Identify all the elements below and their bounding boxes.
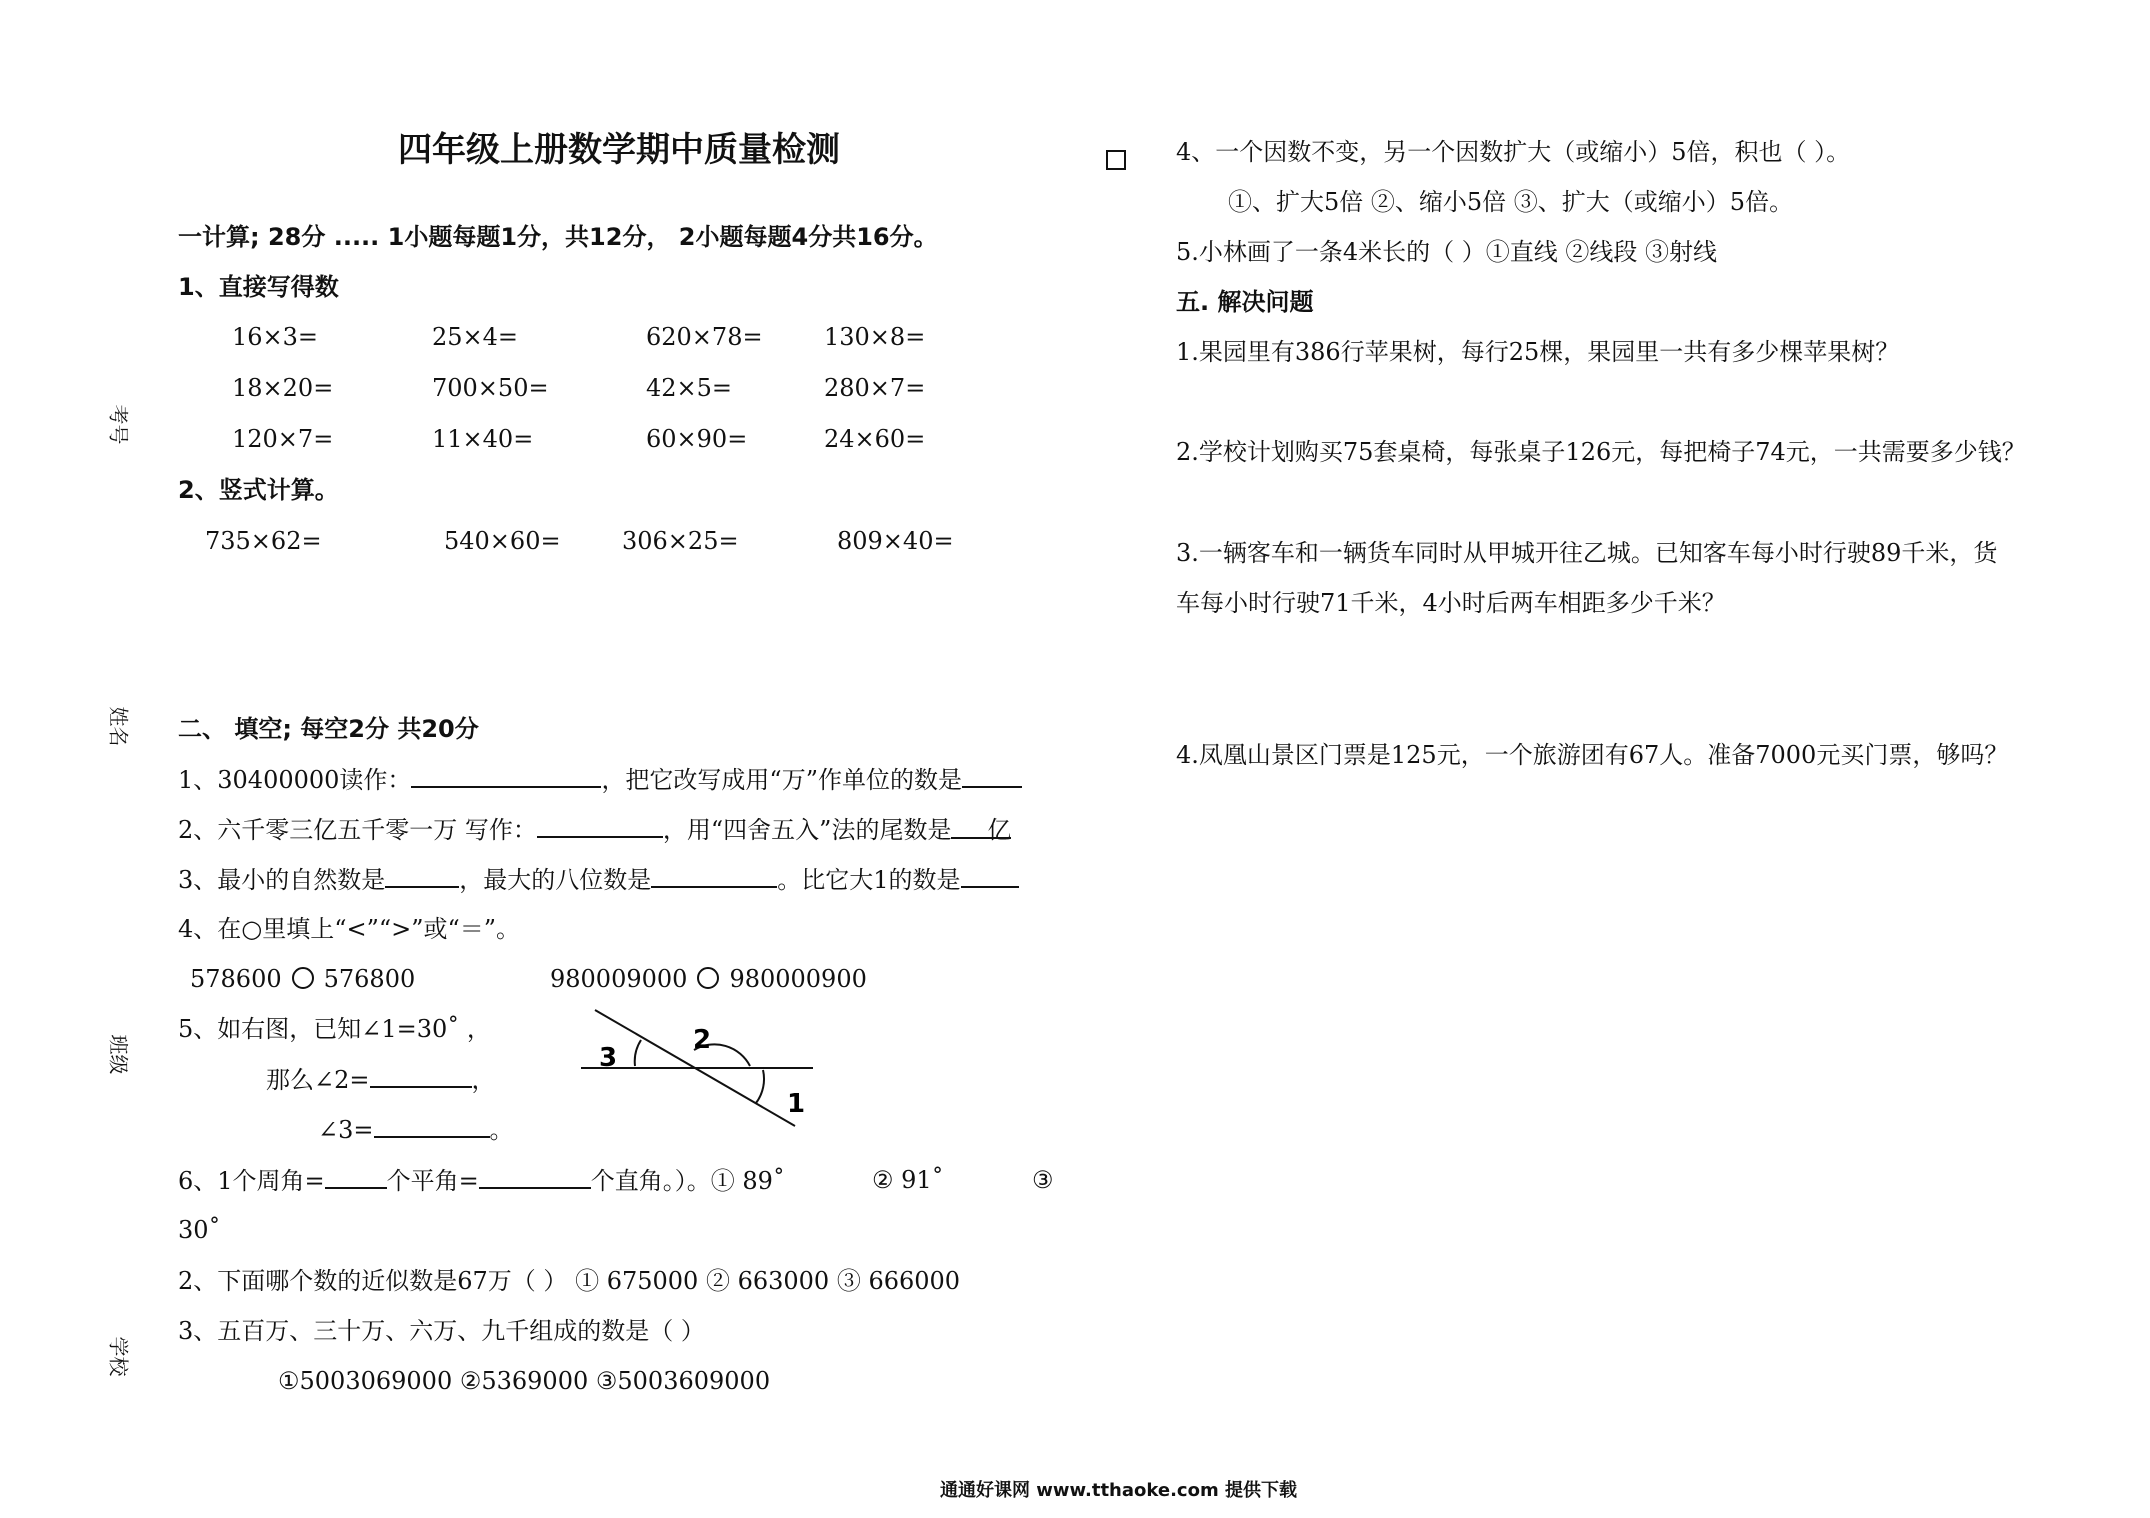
fill-q5-line3 bbox=[318, 1114, 514, 1145]
compare-1-circle[interactable] bbox=[292, 967, 314, 989]
fill-q1-blank-1[interactable] bbox=[411, 764, 601, 788]
fill-q6-opt2: ② 91˚ bbox=[872, 1166, 944, 1194]
fill-q6-text-b: 个平角= bbox=[386, 1167, 479, 1195]
side-label-name: 姓名 bbox=[106, 706, 131, 747]
right-q4: 4、一个因数不变，另一个因数扩大（或缩小）5倍，积也（ ）。 bbox=[1176, 138, 1851, 166]
fill-q1 bbox=[178, 764, 1022, 795]
fill-q6-blank-2[interactable] bbox=[479, 1165, 591, 1189]
compare-2-left: 980009000 bbox=[550, 965, 688, 993]
calc-r2-c2: 700×50= bbox=[432, 374, 549, 402]
compare-1 bbox=[190, 964, 415, 994]
checkbox-square bbox=[1106, 150, 1126, 170]
problem-2: 2.学校计划购买75套桌椅，每张桌子126元，每把椅子74元，一共需要多少钱？ bbox=[1176, 438, 2026, 466]
fill-q3-text-c: 。比它大1的数是 bbox=[777, 866, 961, 894]
calc-r3-c1: 120×7= bbox=[232, 425, 334, 453]
fill-q5-period: 。 bbox=[489, 1116, 514, 1144]
fill-q2-text-b: ，用“四舍五入”法的尾数是 bbox=[662, 816, 952, 844]
section1-sub2: 2、竖式计算。 bbox=[178, 476, 339, 504]
fill-q3 bbox=[178, 864, 1019, 895]
calc-r1-c4: 130×8= bbox=[824, 323, 926, 351]
fill-q3-blank-2[interactable] bbox=[651, 864, 777, 888]
fill-q3-blank-3[interactable] bbox=[961, 864, 1019, 888]
fill-q2 bbox=[178, 814, 1011, 845]
compare-2-circle[interactable] bbox=[697, 967, 719, 989]
angle-label-1: 1 bbox=[787, 1089, 806, 1119]
fill-q3-text-b: ，最大的八位数是 bbox=[459, 866, 652, 894]
fill-q3-blank-1[interactable] bbox=[385, 864, 459, 888]
angle-1-arc bbox=[756, 1070, 764, 1103]
calc-r3-c2: 11×40= bbox=[432, 425, 534, 453]
calc-r2-c4: 280×7= bbox=[824, 374, 926, 402]
calc-r2-c1: 18×20= bbox=[232, 374, 334, 402]
side-label-school: 学校 bbox=[106, 1336, 131, 1377]
fill-q6 bbox=[178, 1165, 785, 1196]
fill-q2-blank-1[interactable] bbox=[537, 814, 663, 838]
fill-q1-text-b: ，把它改写成用“万”作单位的数是 bbox=[601, 766, 962, 794]
calc-r3-c4: 24×60= bbox=[824, 425, 926, 453]
vertical-2: 540×60= bbox=[444, 527, 561, 555]
vertical-4: 809×40= bbox=[837, 527, 954, 555]
calc-r3-c3: 60×90= bbox=[646, 425, 748, 453]
problem-4: 4.凤凰山景区门票是125元，一个旅游团有67人。准备7000元买门票，够吗？ bbox=[1176, 741, 2009, 769]
fill-q6-text-c: 个直角。）。① 89˚ bbox=[590, 1167, 785, 1195]
compare-1-right: 576800 bbox=[323, 965, 416, 993]
fill-q5-line1: 5、如右图，已知∠1=30˚ ， bbox=[178, 1015, 491, 1043]
section5-header: 五. 解决问题 bbox=[1176, 288, 1314, 316]
section1-sub1: 1、直接写得数 bbox=[178, 273, 339, 301]
fill-q2-unit: 亿 bbox=[987, 816, 1012, 844]
compare-2-right: 980000900 bbox=[729, 965, 867, 993]
calc-r1-c2: 25×4= bbox=[432, 323, 519, 351]
fill-q5-angle2-label: 那么∠2= bbox=[266, 1066, 370, 1094]
footer-credit: 通通好课网 www.tthaoke.com 提供下载 bbox=[940, 1480, 1297, 1501]
calc-r1-c3: 620×78= bbox=[646, 323, 763, 351]
calc-r1-c1: 16×3= bbox=[232, 323, 319, 351]
fill-q2-text-a: 2、六千零三亿五千零一万 写作： bbox=[178, 816, 537, 844]
fill-q6-opt3-value: 30˚ bbox=[178, 1216, 221, 1244]
fill-q8-options: ①5003069000 ②5369000 ③5003609000 bbox=[278, 1367, 771, 1395]
fill-q2-blank-2[interactable] bbox=[951, 815, 1012, 844]
problem-3-line2: 车每小时行驶71千米，4小时后两车相距多少千米？ bbox=[1176, 589, 1726, 617]
section2-header: 二、 填空; 每空2分 共20分 bbox=[178, 715, 479, 743]
angle-diagram bbox=[575, 1000, 825, 1140]
page-title: 四年级上册数学期中质量检测 bbox=[398, 130, 840, 170]
fill-q3-text-a: 3、最小的自然数是 bbox=[178, 866, 386, 894]
angle-3-arc bbox=[635, 1040, 641, 1066]
fill-q5-blank-2[interactable] bbox=[374, 1114, 490, 1138]
fill-q5-comma: ， bbox=[471, 1066, 496, 1094]
problem-3-line1: 3.一辆客车和一辆货车同时从甲城开往乙城。已知客车每小时行驶89千米，货 bbox=[1176, 539, 1998, 567]
calc-r2-c3: 42×5= bbox=[646, 374, 733, 402]
angle-label-3: 3 bbox=[599, 1043, 618, 1073]
section1-header: 一计算; 28分 ..... 1小题每题1分，共12分， 2小题每题4分共16分。 bbox=[178, 223, 938, 251]
compare-1-left: 578600 bbox=[190, 965, 282, 993]
side-label-class: 班级 bbox=[106, 1034, 131, 1075]
problem-1: 1.果园里有386行苹果树，每行25棵，果园里一共有多少棵苹果树？ bbox=[1176, 338, 1900, 366]
fill-q5-line2 bbox=[266, 1064, 496, 1095]
side-label-exam-number: 考号 bbox=[106, 404, 131, 445]
angle-label-2: 2 bbox=[693, 1025, 712, 1055]
fill-q1-text-a: 1、30400000读作： bbox=[178, 766, 412, 794]
fill-q6-blank-1[interactable] bbox=[325, 1165, 387, 1189]
fill-q6-text-a: 6、1个周角= bbox=[178, 1167, 325, 1195]
fill-q1-blank-2[interactable] bbox=[962, 764, 1022, 788]
fill-q5-angle3-label: ∠3= bbox=[318, 1116, 374, 1144]
fill-q6-opt3: ③ bbox=[1032, 1166, 1054, 1194]
vertical-3: 306×25= bbox=[622, 527, 739, 555]
fill-q7: 2、下面哪个数的近似数是67万（ ） ① 675000 ② 663000 ③ 666000 bbox=[178, 1267, 961, 1295]
compare-2 bbox=[550, 964, 867, 994]
fill-q8: 3、五百万、三十万、六万、九千组成的数是（ ） bbox=[178, 1317, 705, 1345]
right-q5: 5.小林画了一条4米长的（ ）①直线 ②线段 ③射线 bbox=[1176, 238, 1718, 266]
vertical-1: 735×62= bbox=[205, 527, 322, 555]
fill-q4: 4、在○里填上“<”“>”或“＝”。 bbox=[178, 915, 521, 943]
right-q4-options: ①、扩大5倍 ②、缩小5倍 ③、扩大（或缩小）5倍。 bbox=[1228, 188, 1794, 216]
fill-q5-blank-1[interactable] bbox=[370, 1064, 472, 1088]
